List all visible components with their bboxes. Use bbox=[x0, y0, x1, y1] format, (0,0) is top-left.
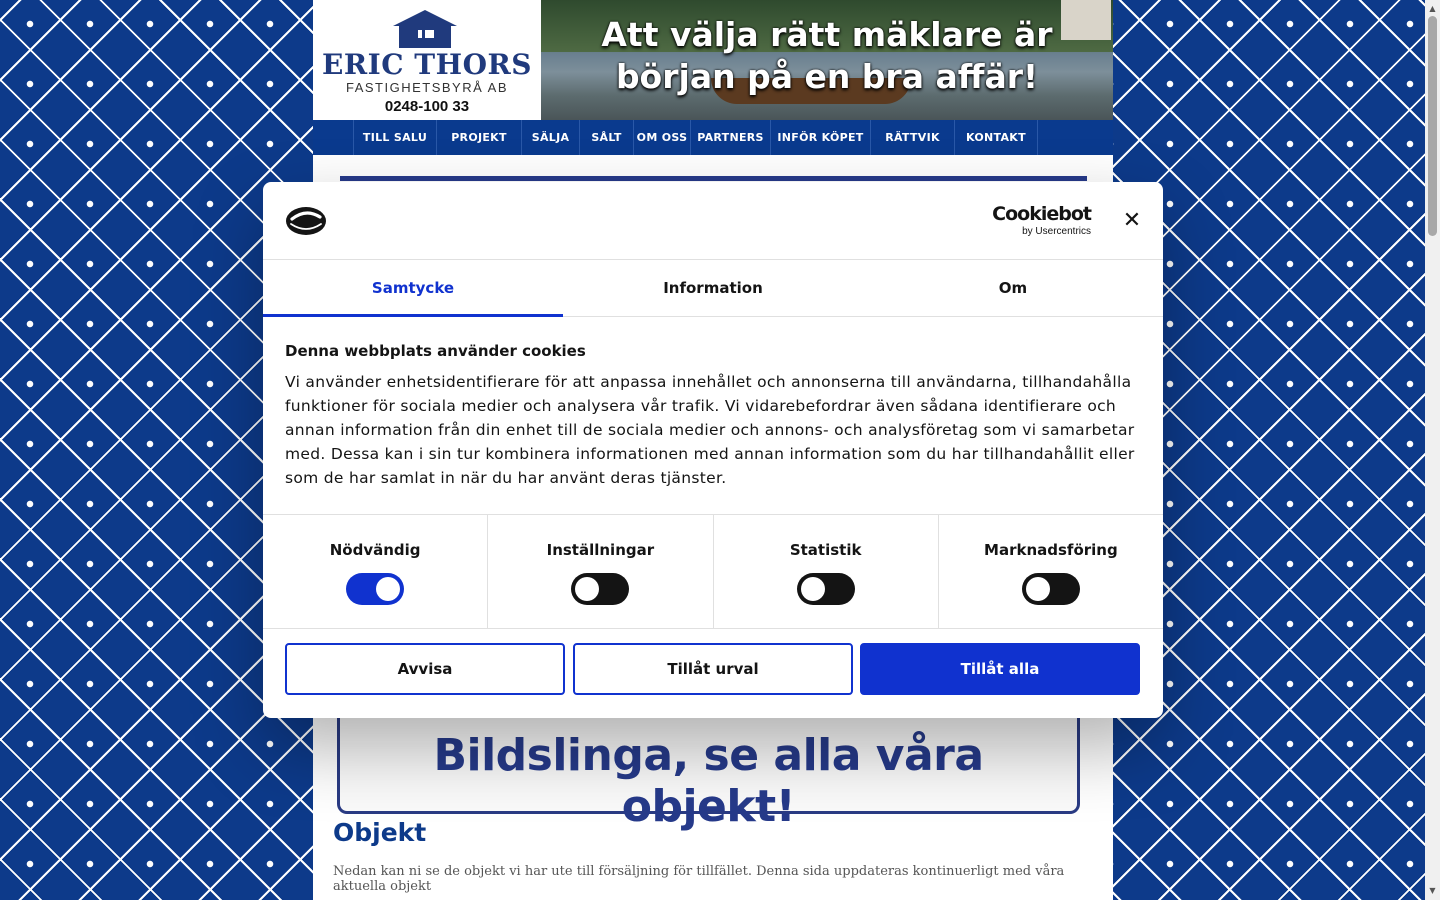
nav-item-kontakt[interactable]: KONTAKT bbox=[954, 120, 1038, 155]
toggle-knob bbox=[1026, 577, 1050, 601]
toggle-label-installningar: Inställningar bbox=[546, 541, 655, 559]
toggle-label-marknadsforing: Marknadsföring bbox=[984, 541, 1118, 559]
site-header bbox=[313, 0, 1113, 120]
nav-items bbox=[353, 120, 1038, 155]
scroll-thumb[interactable] bbox=[1428, 16, 1437, 236]
main-nav bbox=[313, 120, 1113, 155]
toggle-nodvandig[interactable] bbox=[346, 573, 404, 605]
banner-slogan bbox=[541, 14, 1113, 98]
objekt-description: Nedan kan ni se de objekt vi har ute till försäljning för tillfället. Denna sida uppdateras kontinuerligt med våra aktuella objekt bbox=[333, 864, 1065, 894]
nav-item-projekt[interactable]: PROJEKT bbox=[436, 120, 521, 155]
page-scrollbar[interactable] bbox=[1425, 0, 1440, 900]
toggle-statistik[interactable] bbox=[797, 573, 855, 605]
tab-information[interactable]: Information bbox=[663, 278, 763, 297]
dialog-title: Denna webbplats använder cookies bbox=[285, 342, 586, 360]
toggle-installningar[interactable] bbox=[571, 573, 629, 605]
nav-item-till-salu[interactable]: TILL SALU bbox=[353, 120, 436, 155]
header-banner bbox=[541, 0, 1113, 120]
scroll-up-arrow-icon[interactable]: ▲ bbox=[1429, 4, 1436, 13]
toggle-label-nodvandig: Nödvändig bbox=[329, 541, 421, 559]
toggle-group-nodvandig bbox=[263, 515, 488, 628]
allow-all-button[interactable]: Tillåt alla bbox=[860, 643, 1140, 695]
nav-item-om-oss[interactable]: OM OSS bbox=[633, 120, 690, 155]
cookiebot-brand-name: Cookiebot bbox=[992, 203, 1091, 225]
nav-item-salja[interactable]: SÄLJA bbox=[521, 120, 579, 155]
house-icon bbox=[391, 8, 459, 48]
banner-line-2: början på en bra affär! bbox=[615, 57, 1039, 96]
toggle-group-marknadsforing bbox=[939, 515, 1163, 628]
cookiebot-brand[interactable] bbox=[987, 202, 1091, 237]
dialog-header bbox=[263, 182, 1163, 260]
banner-line-1: Att välja rätt mäklare är bbox=[601, 15, 1053, 54]
logo-name: ERIC THORS bbox=[322, 48, 532, 81]
tab-samtycke[interactable]: Samtycke bbox=[263, 259, 563, 316]
dialog-body-text: Vi använder enhetsidentifierare för att anpassa innehållet och annonserna till användarna, tillhandahålla funktioner för sociala medier och analysera vår trafik. Vi vidarebefordrar även sådana identifierare och annan information från din enhet till de sociala medier och annons- och analysföretag som vi samarbetar med. Dessa kan i sin tur kombinera informationen med annan information som du har tillhandahållit eller som de har samlat in när du har använt deras tjänster. bbox=[285, 373, 1135, 487]
logo-phone: 0248-100 33 bbox=[384, 98, 470, 115]
toggle-marknadsforing[interactable] bbox=[1022, 573, 1080, 605]
cookiebot-brand-sub: by Usercentrics bbox=[1022, 226, 1091, 237]
toggle-knob bbox=[376, 577, 400, 601]
reject-button[interactable]: Avvisa bbox=[285, 643, 565, 695]
nav-item-salt[interactable]: SÅLT bbox=[579, 120, 633, 155]
toggle-group-statistik bbox=[714, 515, 939, 628]
toggle-knob bbox=[575, 577, 599, 601]
toggle-knob bbox=[801, 577, 825, 601]
slider-link-text[interactable]: Bildslinga, se alla våra objekt! bbox=[433, 730, 984, 832]
allow-selection-button[interactable]: Tillåt urval bbox=[573, 643, 853, 695]
nav-item-partners[interactable]: PARTNERS bbox=[690, 120, 770, 155]
logo[interactable] bbox=[313, 0, 541, 120]
cookie-consent-dialog bbox=[263, 182, 1163, 718]
nav-item-rattvik[interactable]: RÄTTVIK bbox=[870, 120, 954, 155]
content-top-bar bbox=[340, 176, 1087, 181]
logo-subtitle: FASTIGHETSBYRÅ AB bbox=[345, 80, 509, 95]
toggle-group-installningar bbox=[488, 515, 713, 628]
toggle-label-statistik: Statistik bbox=[789, 541, 862, 559]
tab-om[interactable]: Om bbox=[998, 278, 1028, 297]
scroll-down-arrow-icon[interactable]: ▼ bbox=[1429, 886, 1436, 895]
consent-toggles bbox=[263, 514, 1163, 629]
cookiebot-logo-icon bbox=[285, 204, 327, 236]
objekt-heading: Objekt bbox=[333, 818, 427, 847]
close-icon[interactable]: ✕ bbox=[1122, 208, 1142, 233]
dialog-tabs bbox=[263, 259, 1163, 317]
nav-item-infor-kopet[interactable]: INFÖR KÖPET bbox=[770, 120, 870, 155]
